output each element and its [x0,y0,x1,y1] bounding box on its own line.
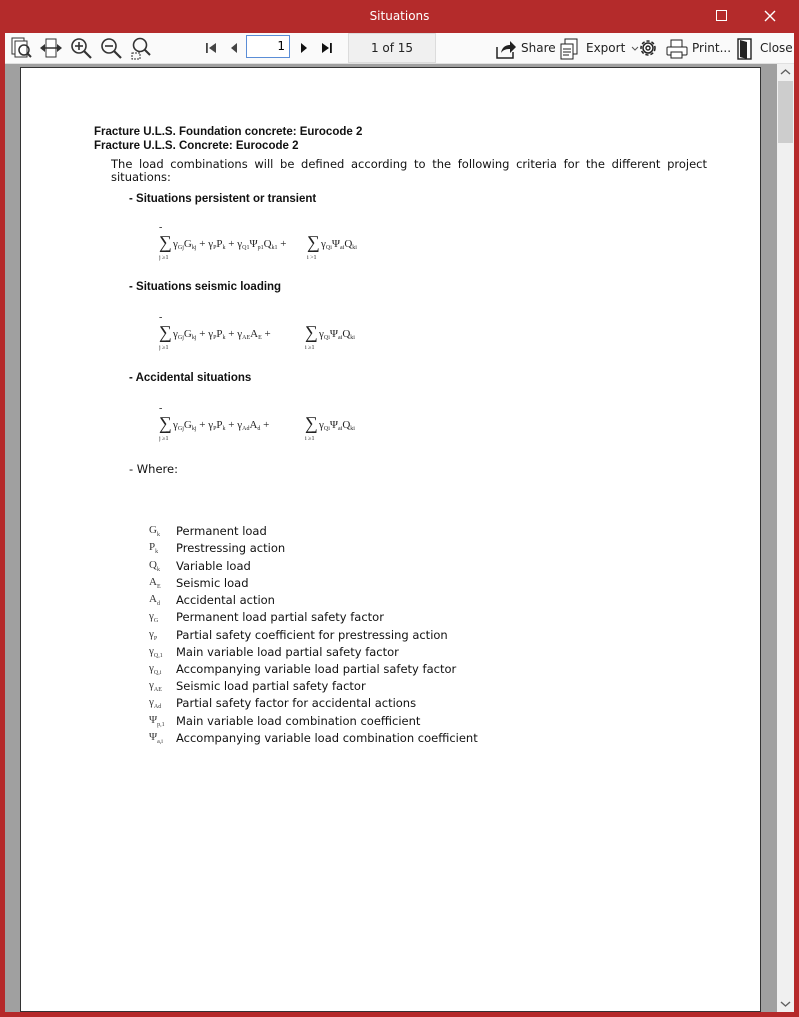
close-label: Close [760,41,793,55]
maximize-icon [716,10,727,21]
legend-symbol: $G_k$ [149,524,160,539]
zoom-actual-icon[interactable] [129,36,153,60]
document-viewport[interactable] [5,64,794,1012]
svg-text:-: - [159,225,163,233]
fit-page-icon[interactable] [9,36,33,60]
page-number-input[interactable]: 1 [246,35,290,58]
svg-text:γGjGkj + γPPk + γAEAE +: γGjGkj + γPPk + γAEAE + [173,328,271,341]
svg-text:∑: ∑ [307,232,320,252]
intro-paragraph: The load combinations will be defined according to the following criteria for the different project situations: [111,157,707,184]
legend-description: Partial safety factor for accidental actions [176,696,417,710]
svg-text:∑: ∑ [305,322,318,342]
legend-symbol: $P_k$ [149,541,159,556]
section-accidental: - Accidental situations [129,372,252,384]
where-label: - Where: [129,462,178,476]
legend-description: Seismic load partial safety factor [176,679,366,693]
formula-persistent [159,225,409,265]
legend-description: Partial safety coefficient for prestressing action [176,628,448,642]
legend-description: Accompanying variable load combination coefficient [176,731,478,745]
share-button[interactable] [495,36,556,60]
vertical-scrollbar[interactable] [777,64,794,1012]
formula-accidental [159,406,409,446]
legend-symbol: $\gamma_G$ [149,610,159,625]
legend-description: Seismic load [176,576,249,590]
page-count: 1 of 15 [348,33,436,63]
svg-text:-: - [159,315,163,323]
svg-text:∑: ∑ [159,413,172,433]
legend-symbol: $\gamma_{Q,1}$ [149,645,163,660]
section-seismic: - Situations seismic loading [129,281,282,293]
export-label: Export [586,41,626,55]
legend-symbol: $A_d$ [149,593,160,608]
last-page-icon[interactable] [321,41,333,55]
scroll-up-arrow-icon[interactable] [777,64,794,81]
svg-text:γGjGkj + γPPk + γAdAd +: γGjGkj + γPPk + γAdAd + [173,419,270,432]
fit-width-icon[interactable] [39,36,63,60]
svg-text:j ≥1: j ≥1 [159,345,169,351]
svg-text:i >1: i >1 [307,255,317,261]
svg-text:j ≥1: j ≥1 [159,436,169,442]
svg-text:γQiΨaiQki: γQiΨaiQki [321,238,357,251]
close-button[interactable] [736,36,793,60]
legend-symbol: $A_E$ [149,576,161,591]
legend-description: Main variable load combination coefficient [176,714,421,728]
svg-text:γGjGkj + γPPk + γQ1Ψp1Qk1 +: γGjGkj + γPPk + γQ1Ψp1Qk1 + [173,238,287,251]
heading-foundation-concrete: Fracture U.L.S. Foundation concrete: Eurocode 2 [94,126,363,138]
svg-text:γQiΨaiQki: γQiΨaiQki [319,419,355,432]
legend-symbol: $\gamma_P$ [149,628,158,643]
legend-description: Prestressing action [176,541,286,555]
close-icon [764,10,776,22]
heading-concrete: Fracture U.L.S. Concrete: Eurocode 2 [94,140,299,152]
door-exit-icon [736,38,756,60]
report-page [20,67,761,1012]
legend-description: Permanent load [176,524,267,538]
legend-symbol: $\gamma_{Ad}$ [149,696,162,711]
legend-symbol: $\Psi_{p,1}$ [149,714,165,729]
legend-description: Accidental action [176,593,275,607]
legend-description: Accompanying variable load partial safety factor [176,662,457,676]
svg-text:∑: ∑ [159,232,172,252]
svg-text:i ≥1: i ≥1 [305,345,315,351]
legend-description: Permanent load partial safety factor [176,610,384,624]
maximize-button[interactable] [698,0,744,33]
toolbar [5,33,794,64]
scroll-down-arrow-icon[interactable] [777,995,794,1012]
print-label: Print... [692,41,732,55]
section-persistent-transient: - Situations persistent or transient [129,193,317,205]
gear-icon[interactable] [636,36,660,60]
legend-symbol: $Q_k$ [149,559,160,574]
share-icon [495,38,517,60]
zoom-out-icon[interactable] [99,36,123,60]
window-title: Situations [369,9,430,23]
close-window-button[interactable] [747,0,793,33]
legend-symbol: $\Psi_{a,i}$ [149,731,163,746]
export-button[interactable] [560,36,639,60]
export-icon [560,38,582,60]
zoom-in-icon[interactable] [69,36,93,60]
legend-symbol: $\gamma_{AE}$ [149,679,162,694]
svg-text:i ≥1: i ≥1 [305,436,315,442]
svg-text:γQiΨaiQki: γQiΨaiQki [319,328,355,341]
svg-text:∑: ∑ [305,413,318,433]
next-page-icon[interactable] [298,41,310,55]
print-button[interactable] [666,36,731,60]
legend-description: Main variable load partial safety factor [176,645,399,659]
printer-icon [666,38,688,60]
legend-symbol: $\gamma_{Q,i}$ [149,662,162,677]
svg-text:j ≥1: j ≥1 [159,255,169,261]
previous-page-icon[interactable] [228,41,240,55]
scroll-thumb[interactable] [778,81,793,143]
formula-seismic [159,315,409,355]
title-bar [0,0,799,33]
share-label: Share [521,41,556,55]
first-page-icon[interactable] [205,41,217,55]
svg-text:-: - [159,406,163,414]
legend-description: Variable load [176,559,251,573]
svg-text:∑: ∑ [159,322,172,342]
